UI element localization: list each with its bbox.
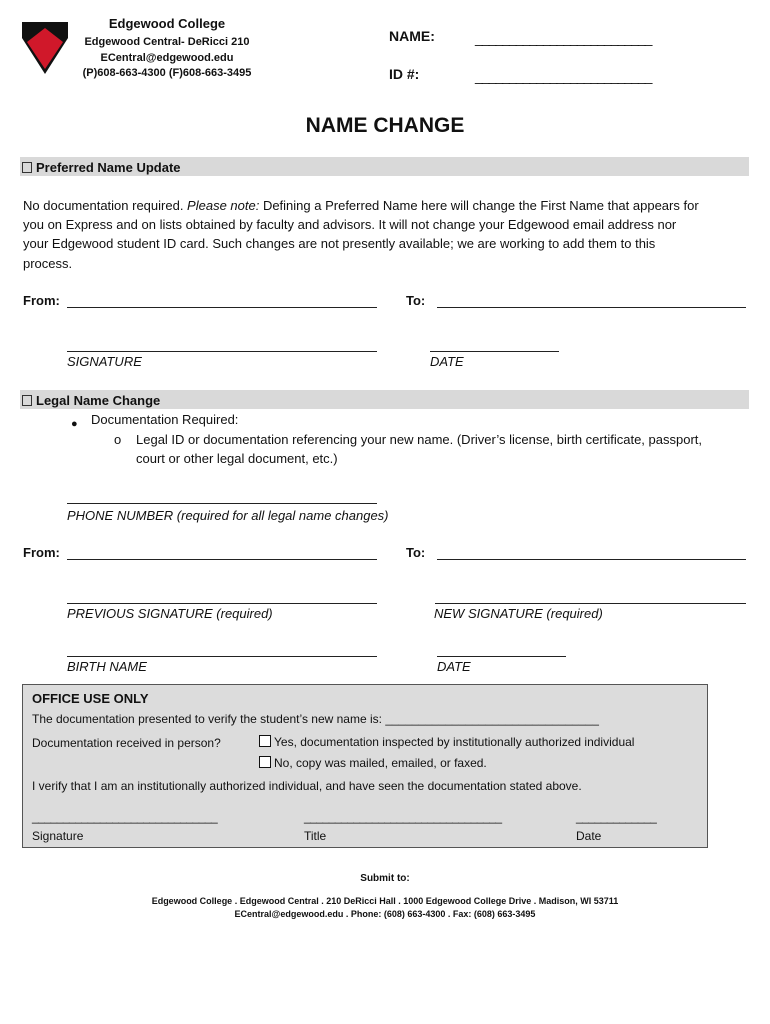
legal-doc-line2: court or other legal document, etc.) bbox=[136, 451, 338, 466]
birth-name-input[interactable] bbox=[67, 638, 377, 657]
preferred-name-option[interactable] bbox=[22, 160, 181, 175]
office-doc-line: The documentation presented to verify the student’s new name is: ________________________________ bbox=[32, 712, 599, 726]
office-location: Edgewood Central- DeRicci 210 bbox=[84, 36, 250, 48]
yes-checkbox[interactable] bbox=[259, 735, 271, 747]
preferred-para-line2: you on Express and on lists obtained by faculty and advisors. It will not change your Edgewood email address nor bbox=[23, 217, 677, 232]
preferred-date-input[interactable] bbox=[430, 333, 559, 352]
option-no-label: No, copy was mailed, emailed, or faxed. bbox=[274, 756, 487, 770]
legal-from-label: From: bbox=[23, 545, 60, 560]
preferred-to-label: To: bbox=[406, 293, 426, 308]
office-signature-field[interactable]: ______________________________ bbox=[32, 810, 218, 824]
option-yes-label: Yes, documentation inspected by institutionally authorized individual bbox=[274, 735, 635, 749]
legal-name-option[interactable] bbox=[22, 393, 160, 408]
documentation-required: Documentation Required: bbox=[91, 412, 239, 427]
office-title-label: Title bbox=[304, 829, 327, 843]
name-field[interactable]: __________________________ bbox=[475, 30, 652, 46]
phone-number-input[interactable] bbox=[67, 485, 377, 504]
phone-number-label: PHONE NUMBER (required for all legal name changes) bbox=[67, 508, 389, 523]
legal-from-input[interactable] bbox=[67, 541, 377, 560]
office-date-field[interactable]: _____________ bbox=[576, 810, 657, 824]
footer-address: Edgewood College . Edgewood Central . 210 DeRicci Hall . 1000 Edgewood College Drive . Madison, WI 53711 bbox=[151, 896, 619, 906]
submit-to: Submit to: bbox=[360, 873, 410, 884]
page-title: NAME CHANGE bbox=[305, 114, 465, 137]
legal-name-label: Legal Name Change bbox=[36, 393, 161, 408]
preferred-para-line3: your Edgewood student ID card. Such changes are not presently available; we are working to add them to this bbox=[23, 236, 656, 251]
legal-name-checkbox[interactable] bbox=[22, 395, 32, 406]
sub-bullet-icon: o bbox=[114, 432, 122, 447]
previous-signature-label: PREVIOUS SIGNATURE (required) bbox=[67, 606, 273, 621]
id-label: ID #: bbox=[389, 66, 420, 82]
preferred-signature-label: SIGNATURE bbox=[67, 354, 142, 369]
legal-to-input[interactable] bbox=[437, 541, 746, 560]
new-signature-input[interactable] bbox=[435, 585, 746, 604]
preferred-from-input[interactable] bbox=[67, 289, 377, 308]
id-field[interactable]: __________________________ bbox=[475, 68, 652, 84]
legal-date-label: DATE bbox=[437, 659, 471, 674]
office-use-title: OFFICE USE ONLY bbox=[32, 691, 149, 706]
preferred-to-input[interactable] bbox=[437, 289, 746, 308]
office-signature-label: Signature bbox=[32, 829, 84, 843]
bullet-icon: ● bbox=[71, 418, 78, 430]
please-note: Please note: bbox=[187, 198, 260, 213]
preferred-para-line1: No documentation required. Please note: Defining a Preferred Name here will change the First Name that appears for bbox=[23, 198, 699, 213]
office-email: ECentral@edgewood.edu bbox=[100, 52, 234, 64]
verify-text: I verify that I am an institutionally authorized individual, and have seen the documentation stated above. bbox=[32, 779, 582, 793]
option-no[interactable] bbox=[259, 756, 487, 770]
office-date-label: Date bbox=[576, 829, 602, 843]
name-label: NAME: bbox=[389, 28, 435, 44]
option-yes[interactable] bbox=[259, 735, 634, 749]
office-phone-fax: (P)608-663-4300 (F)608-663-3495 bbox=[82, 67, 252, 79]
preferred-para-line4: process. bbox=[23, 256, 73, 271]
office-title-field[interactable]: ________________________________ bbox=[304, 810, 502, 824]
no-checkbox[interactable] bbox=[259, 756, 271, 768]
preferred-signature-input[interactable] bbox=[67, 333, 377, 352]
preferred-date-label: DATE bbox=[430, 354, 464, 369]
preferred-from-label: From: bbox=[23, 293, 60, 308]
birth-name-label: BIRTH NAME bbox=[67, 659, 147, 674]
preferred-name-label: Preferred Name Update bbox=[36, 160, 181, 175]
preferred-name-checkbox[interactable] bbox=[22, 162, 32, 173]
college-name: Edgewood College bbox=[108, 16, 226, 31]
new-signature-label: NEW SIGNATURE (required) bbox=[434, 606, 603, 621]
legal-date-input[interactable] bbox=[437, 638, 566, 657]
legal-doc-line1: Legal ID or documentation referencing your new name. (Driver’s license, birth certificate, passport, bbox=[136, 432, 703, 447]
previous-signature-input[interactable] bbox=[67, 585, 377, 604]
in-person-label: Documentation received in person? bbox=[32, 736, 221, 750]
footer-contact: ECentral@edgewood.edu . Phone: (608) 663-4300 . Fax: (608) 663-3495 bbox=[234, 909, 536, 919]
legal-to-label: To: bbox=[406, 545, 426, 560]
